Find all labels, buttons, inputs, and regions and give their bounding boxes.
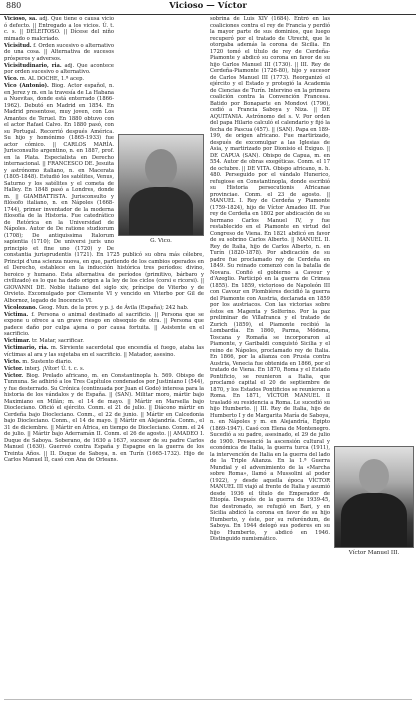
- entry-headword: Vico.: [4, 76, 19, 82]
- entry-headword: Víctor.: [4, 365, 24, 372]
- entry-definition: adj. Que acontece por orden sucesivo o alternativo.: [4, 62, 114, 75]
- dictionary-entry: [4, 76, 204, 83]
- dictionary-entry: [4, 366, 204, 373]
- entry-definition: sobrina de Luis XIV (1684). Entró en las coaliciones contra el rey de Francia y perdió la mayor parte de sus dominios, que luego recuperó por el tratado de Utrecht, que le otorgaba además la corona de Sicilia. En 1720 tomó el título de rey de Cerdeña-Piamonte y abdicó su corona en favor de su hijo Carlos Manuel III (1730). || III. Rey de Cerdeña-Piamonte (1726-80), hijo y sucesor de Carlos Manuel III (1773). Reorganizó el ejército y el Estado y protegió la Academia de Ciencias de Turín. Intervino en la primera coalición contra la Convención Francesa. Batido por Bonaparte en Mondovi (1796), cedió a Francia Saboya y Niza. || DE AQUITANIA. Astrónomo del s. V. Por orden del papa Hilario calculó el calendario y fijó la fecha de Pascua (457). || (SAN). Papa en 189-199, de origen africano. Fue martirizado, después de excomulgar a las Iglesias de Asia, y martirizado por Dionisio el Exiguo. || DE CAPUA (SAN). Obispo de Capua, m. en 554. Autor de obras exegéticas. Conm. el 17 de octubre. || DE VITA. Obispo africano, n. h. 480. Perseguido por el vándalo Hunerico, refugiose en Constantinopla, donde escribió su Historia persecutionis Africanae provinciae. Conm. el 23 de agosto. || MANUEL I. Rey de Cerdeña y Piamonte (1759-1824), hijo de Víctor Amadeo III. Fue rey de Cerdeña en 1802 por abdicación de su hermano Carlos Manuel IV, y fue restablecido en el Piamonte en virtud del Congreso de Viena. En 1821 abdicó en favor de su sobrino Carlos Alberto. || MANUEL II. Rey de Italia, hijo de Carlos Alberto, n. en Turín (1820-1878). Por abdicación de su padre fue proclamado rey de Cerdeña en 1849. Su reinado comenzó con la batalla de Novara. Confió el gobierno a Cavour y d'Azeglio. Participó en la guerra de Crimea (1855). En 1859, victorioso de Napoleón III con Cavour en Plombières decidió la guerra del Piamonte con Austria, declarada en 1859 por los austriacos. Con las victorias sobre éstos en Magenta y Solferino. Por la paz preliminar de Villafranca y el tratado de Zurich (1859), el Piamonte recibió la Lombardía. En 1860, Parma, Módena, Toscana y Romaña se incorporaron al Piamonte, y Garibaldi conquistó Sicilia y el reino de Nápoles, proclamado rey de Italia. En 1866, por la alianza con Prusia contra Austria, Venecia fue obtenida en 1866, por el tratado de Viena. En 1870, Roma y el Estado Pontificio, se reunieron a Italia, que proclamó capital el 20 de septiembre de 1870, y los Estados Pontificios se reunieron a Roma. En 1871, VÍCTOR MANUEL II trasladó su residencia a Roma. Le sucedió su hijo Humberto. || III. Rey de Italia, hijo de Humberto I y de Margarita María de Saboya, n. en Nápoles y m. en Alejandría, Egipto (1869-1947). Casó con Elena de Montenegro. Sucedió a su padre, asesinado, el 29 de julio de 1900. Presenció la ascensión cultural y económica de Italia, la guerra turca (1911), la intervención de Italia en la guerra del lado de la Triple Alianza. En la 1.ª Guerra Mundial y el advenimiento de la «Marcha sobre Roma», llamó a Mussolini al poder (1922), y desde aquella época VÍCTOR MANUEL III viajó al frente de Italia y asumió desde 1936 el título de Emperador de Etiopía. Después de la guerra de 1939-45, fue destronado, se refugió en Bari, y en Sicilia abdicó la corona en favor de su hijo Humberto, y éste, por su referéndum, de Saboya. En 1944 delegó sus poderes en su hijo Humberto, y abdicó en 1946. Distinguido numismático.: [210, 16, 330, 542]
- dictionary-entry: [4, 312, 204, 338]
- dictionary-entry: [4, 305, 204, 312]
- dictionary-entry: [4, 43, 204, 63]
- figure-caption: G. Vico.: [150, 238, 172, 244]
- entry-definition: adj. Que tiene o causa vicio ó defecto. || Entregado a los vicios. Ú. t. c. s. || DELEITOSO. || Dícese del niño mimado o malcriado.: [4, 16, 114, 42]
- entry-headword: Víctor.: [4, 372, 24, 379]
- entry-definition: m. Sustento diario.: [22, 358, 73, 365]
- bottom-rule: [4, 699, 412, 700]
- entry-headword: Vicolozano.: [4, 304, 38, 311]
- dictionary-entry: [4, 16, 204, 42]
- entry-headword: Víctima.: [4, 311, 29, 318]
- entry-headword: Vicioso, sa.: [4, 16, 38, 22]
- left-column: [4, 16, 204, 700]
- portrait-figure-victor-manuel: [334, 446, 414, 557]
- dictionary-entry: [4, 63, 204, 76]
- entry-definition: Geog. Mun. de la prov. y p. j. de Ávila (España); 242 hab.: [38, 304, 189, 311]
- entry-definition: interj. ¡Vítor! Ú. t. c. s.: [24, 365, 85, 372]
- dictionary-entry: [4, 373, 204, 464]
- entry-headword: Victo.: [4, 358, 21, 365]
- entry-headword: Victimar.: [4, 338, 31, 344]
- entry-definition: m. Sirviente sacerdotal que encendía el fuego, ataba las víctimas al ara y las sujetaba en el sacrificio. || Matador, asesino.: [4, 345, 204, 358]
- entry-definition: Biog. Actor español, n. en Jerez y m. en la travesía de La Habana a Nuevitas, donde está enterrado (1866-1962). Debutó en Madrid en 1854. En Madrid presentose, muy joven, con Los Amantes de Teruel. En 1880 obtuvo con el actor Rafael Calvo. En 1880 pasó, con su Portugal. Recorrió después América. Su hijo y homónimo (1865-1933) fue actor cómico. || CARLOS MARÍA. Jurisconsulto argentino, n. en 1887, prof. en la Plata. Especialista en Derecho internacional. || FRANCESCO DE. Jesuita y astrónomo italiano, n. en Macerata (1805-1848). Estudió los satélites, Venus, Saturno y los satélites y el cometa de Halley. En 1848 pasó a Londres, donde m. || GIAMBATTISTA. Jurisconsulto y filósofo italiano, n. en Nápoles (1668-1744), primer inventador de la moderna filosofía de la Historia. Fue catedrático de Retórica en la Universidad de Nápoles. Autor de De ratione studiorum (1708); De antiquissima Italorum sapientia (1710); De universi juris uno principio et fine uno (1720) y De constantia jurisprudentis (1721). En 1725 publicó su obra más célebre, Principi d'una scienza nuova, en que, partiendo de los cambios operados en el Derecho, establece en la inducción histórica tres períodos: divino, heroico y humano. Esta alternativa de períodos (primitivo, bárbaro y civilizado) es lo que ha dado origen a la ley de los ciclos (corsi e ricorsi). || GIOVANNI DE. Noble italiano del siglo xiv, príncipe de Viterbo y de Orvieto. Excomulgado por Clemente VI y vencido en Viterbo por Gil de Albornoz, legado de Inocencio VI.: [4, 83, 204, 304]
- right-column: [210, 16, 414, 700]
- entry-headword: Vico (Antonio).: [4, 83, 49, 89]
- page-number: 880: [6, 1, 22, 10]
- page-header: [0, 0, 416, 15]
- entry-headword: Vicisitud.: [4, 42, 32, 49]
- entry-definition: Biog. Prelado africano, m. en Constantinopla h. 569. Obispo de Tunnuna. Se adhirió a los Tres Capítulos condenados por Justiniano I (544), y fue desterrado. Su Crónica (continuada por Juan el Godo) interesa para la historia de los vándalos y de España. || (SAN). Militar moro, mártir bajo Maximiano en Milán; m. el 14 de mayo. || Mártir en Marsella bajo Diocleciano. Ofició el ejército. Conm. el 21 de julio. || Diácono mártir en Cerdeña bajo Diocleciano. Conm., el 22 de junio. || Mártir en Calcedonia bajo Diocleciano. Conm., el 14 de mayo. || Mártir en Alejandría. Conm., el 31 de diciembre. || Mártir en África, en tiempo de Diocleciano. Conm. el 24 de julio. || Mártir bajo Aderramán II. Conm. el 26 de agosto. || AMADEO I. Duque de Saboya. Soberano, de 1630 a 1637, sucesor de su padre Carlos Manuel (1630). Guerreó contra España y Espagne en la guerra de los Treinta Años. || II. Duque de Saboya, n. en Turín (1665-1732). Hijo de Carlos Manuel II, casó con Ana de Orleans.: [4, 372, 204, 463]
- dictionary-entry: [4, 345, 204, 358]
- dictionary-entry: [4, 359, 204, 366]
- entry-headword: Vicisitudinario, ria.: [4, 62, 62, 69]
- entry-definition: m. AL DOCHE, 1.ª acep.: [19, 76, 85, 82]
- entry-definition: f. Persona o animal destinado al sacrificio. || Persona que se expone u ofrece a un grave riesgo en obsequio de otra. || Persona que padece daño por culpa ajena o por causa fortuita. || Asistente en el sacrificio.: [4, 311, 204, 337]
- dictionary-entry: [4, 338, 204, 345]
- vico-portrait-image: [118, 134, 204, 236]
- entry-headword: Victimario, ria.: [4, 345, 49, 351]
- entry-definition: f. Orden sucesivo o alternativo de una cosa. || Alternativa de sucesos prósperos y adversos.: [4, 42, 114, 62]
- portrait-figure-vico: [118, 134, 204, 245]
- running-title: Vicioso — Víctor: [169, 1, 247, 11]
- figure-caption: Víctor Manuel III.: [348, 550, 400, 556]
- entry-definition: tr. Matar, sacrificar.: [32, 338, 84, 344]
- victor-manuel-portrait-image: [334, 446, 414, 548]
